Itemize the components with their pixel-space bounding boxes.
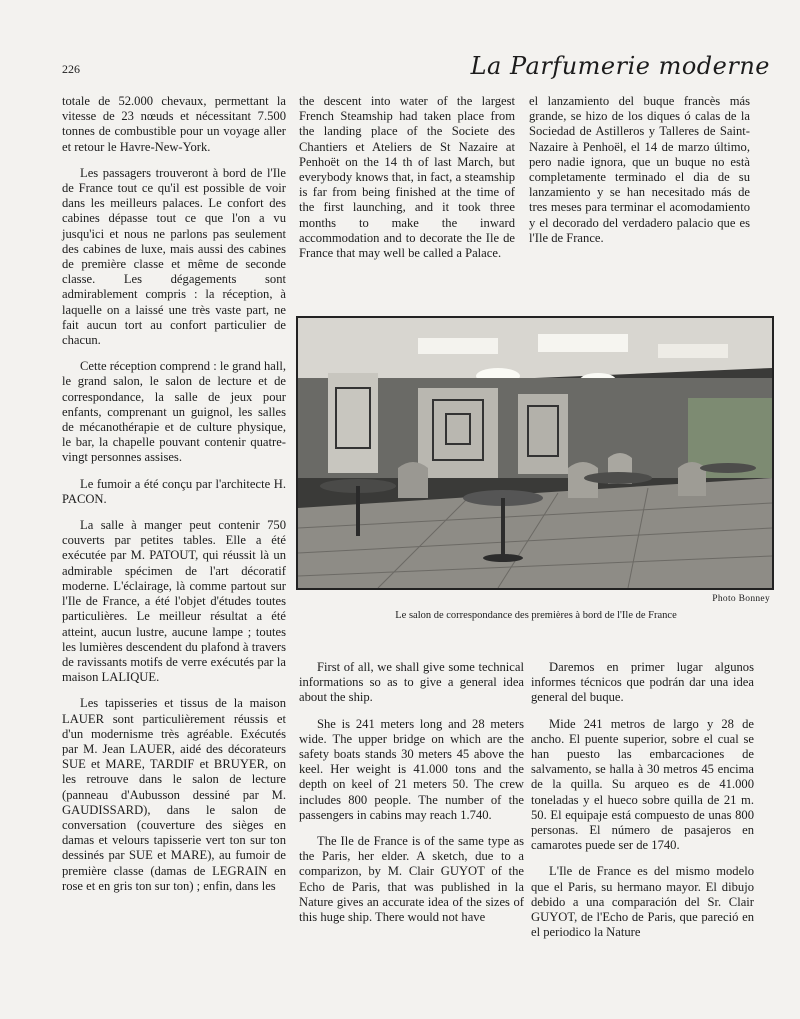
paragraph: the descent into water of the largest French Steamship had taken place from the landing place of the Societe des Chantiers et Ateliers de St Nazaire at Penhoët on the 14 th of last March, but everybody knows that, in fact, a steamship is far from being finished at the time of the first launching, and it took three months to make the inward accommodation and to decorate the Ile de France that may well be called a Palace. bbox=[299, 94, 515, 261]
paragraph: Le fumoir a été conçu par l'architecte H. PACON. bbox=[62, 476, 286, 506]
spanish-column-top bbox=[529, 94, 750, 257]
masthead-title: La Parfumerie moderne bbox=[470, 52, 770, 80]
spanish-column-bottom bbox=[531, 660, 754, 951]
salon-photograph bbox=[296, 316, 774, 590]
paragraph: el lanzamiento del buque francès más grande, se hizo de los diques ó calas de la Sociedad de Astilleros y Talleres de Saint-Nazaire à Penhoël, el 14 de marzo último, pero nadie ignora, que un buque no està completamente terminado el dia de su lanzamiento y se han necesitado más de tres meses para terminar el acomodamiento y el decorado del verdadero palacio que es l'Ile de France. bbox=[529, 94, 750, 245]
english-column-bottom bbox=[299, 660, 524, 936]
paragraph: Daremos en primer lugar algunos informes técnicos que podrán dar una idea general del buque. bbox=[531, 660, 754, 705]
page-number: 226 bbox=[62, 62, 80, 76]
paragraph: Les tapisseries et tissus de la maison LAUER sont particulièrement réussis et d'un modernisme très agréable. Exécutés par M. Jean LAUER, aidé des décorateurs SUE et MARE, TARDIF et BRUYER, on les retrouve dans le salon de lecture (panneau d'Aubusson dessiné par M. GAUDISSARD), dans le salon de conversation (couverture des sièges en damas et velours tapisserie vert ton sur ton dessinés par SUE et MARE), au fumoir de première classe (damas de LEGRAIN en rose et en gris ton sur ton) ; enfin, dans les bbox=[62, 696, 286, 893]
paragraph: Les passagers trouveront à bord de l'Ile de France tout ce qu'il est possible de voir dans les meilleurs palaces. Le confort des cabines dépasse tout ce que l'on a vu jusqu'ici et nous ne parlons pas seulement des cabines de luxe, mais aussi des cabines de première classe et même de seconde classe. Les dégagements sont admirablement compris : la réception, à laquelle on a laissé une très vaste part, ne fait aucun tort au confort particulier de chacun. bbox=[62, 165, 286, 348]
photo-caption: Le salon de correspondance des premières à bord de l'Ile de France bbox=[395, 610, 677, 621]
french-column bbox=[62, 94, 286, 905]
salon-photo-illustration bbox=[298, 318, 772, 588]
paragraph: totale de 52.000 chevaux, permettant la vitesse de 23 nœuds et nécessitant 7.500 tonnes de combustible pour un voyage aller et retour le Havre-New-York. bbox=[62, 94, 286, 154]
english-column-top bbox=[299, 94, 515, 272]
paragraph: First of all, we shall give some technical informations so as to give a general idea about the ship. bbox=[299, 660, 524, 705]
paragraph: Cette réception comprend : le grand hall, le grand salon, le salon de lecture et de correspondance, la salle de jeux pour enfants, comprenant un guignol, les salles de mécanothérapie et de culture physique, le bar, la chapelle pouvant contenir quatre-vingt personnes assises. bbox=[62, 359, 286, 465]
paragraph: La salle à manger peut contenir 750 couverts par petites tables. Elle a été exécutée par M. PATOUT, qui réussit là un admirable spécimen de l'art décoratif moderne. L'éclairage, là comme partout sur l'Ile de France, a été l'objet d'études toutes particulières. Le meilleur résultat a été atteint, aucun lustre, aucune lampe ; toutes les lumières descendent du plafond à travers de ravissants motifs de verre exécutés par la maison LALIQUE. bbox=[62, 518, 286, 685]
paragraph: L'Ile de France es del mismo modelo que el Paris, su hermano mayor. El dibujo debido a una comparación del Sr. Clair GUYOT, de l'Echo de Paris, que pareció en el periodico la Nature bbox=[531, 864, 754, 940]
paragraph: The Ile de France is of the same type as the Paris, her elder. A sketch, due to a comparizon, by M. Clair GUYOT of the Echo de Paris, that was published in la Nature gives an accurate idea of the sizes of this huge ship. There would not have bbox=[299, 834, 524, 925]
paragraph: Mide 241 metros de largo y 28 de ancho. El puente superior, sobre el cual se han puesto las embarcaciones de salvamento, se halla à 30 metros 45 encima de la quilla. Su arqueo es de 41.000 toneladas y el hueco sobre quilla de 21 m. 50. El equipaje está compuesto de unas 800 personas. El número de pasajeros en camarotes puede ser de 1740. bbox=[531, 716, 754, 853]
paragraph: She is 241 meters long and 28 meters wide. The upper bridge on which are the safety boats stands 30 meters 45 above the keel. Her weight is 41.000 tons and the depth on keel of 21 meters 50. The crew includes 800 people. The number of the passengers in cabins may reach 1.740. bbox=[299, 716, 524, 822]
photo-credit: Photo Bonney bbox=[712, 594, 770, 604]
